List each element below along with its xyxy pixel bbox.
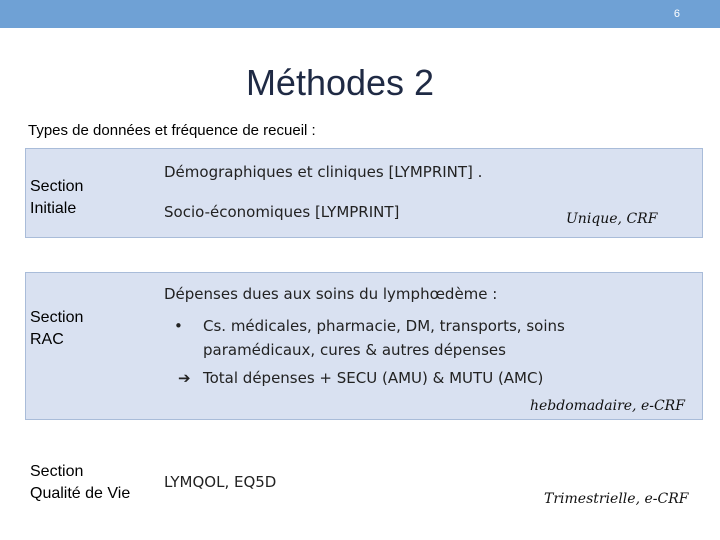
section-rac-label: Section RAC bbox=[30, 309, 84, 348]
section-initiale-item-2: Socio-économiques [LYMPRINT] bbox=[164, 203, 400, 221]
section-qdv-frequency: Trimestrielle, e-CRF bbox=[544, 491, 689, 507]
section-initiale-frequency: Unique, CRF bbox=[566, 211, 658, 227]
section-rac-total-line: Total dépenses + SECU (AMU) & MUTU (AMC) bbox=[203, 369, 544, 387]
section-initiale-label: Section Initiale bbox=[30, 178, 84, 217]
slide-title: Méthodes 2 bbox=[245, 62, 435, 103]
arrow-right-icon: ➔ bbox=[178, 369, 191, 387]
section-rac-bullet-line-2: paramédicaux, cures & autres dépenses bbox=[203, 341, 506, 359]
section-rac-bullet-line-1: Cs. médicales, pharmacie, DM, transports, soins bbox=[203, 317, 565, 335]
section-qdv-item: LYMQOL, EQ5D bbox=[164, 473, 277, 491]
bullet-icon: • bbox=[174, 317, 183, 335]
section-qdv-label: Section Qualité de Vie bbox=[30, 463, 131, 502]
section-rac-frequency: hebdomadaire, e-CRF bbox=[530, 398, 685, 414]
section-rac-heading: Dépenses dues aux soins du lymphœdème : bbox=[164, 285, 498, 303]
slide-number: 6 bbox=[673, 8, 680, 20]
section-initiale-item-1: Démographiques et cliniques [LYMPRINT] . bbox=[164, 163, 483, 181]
slide-subtitle: Types de données et fréquence de recueil : bbox=[28, 122, 316, 139]
top-bar bbox=[0, 0, 720, 28]
